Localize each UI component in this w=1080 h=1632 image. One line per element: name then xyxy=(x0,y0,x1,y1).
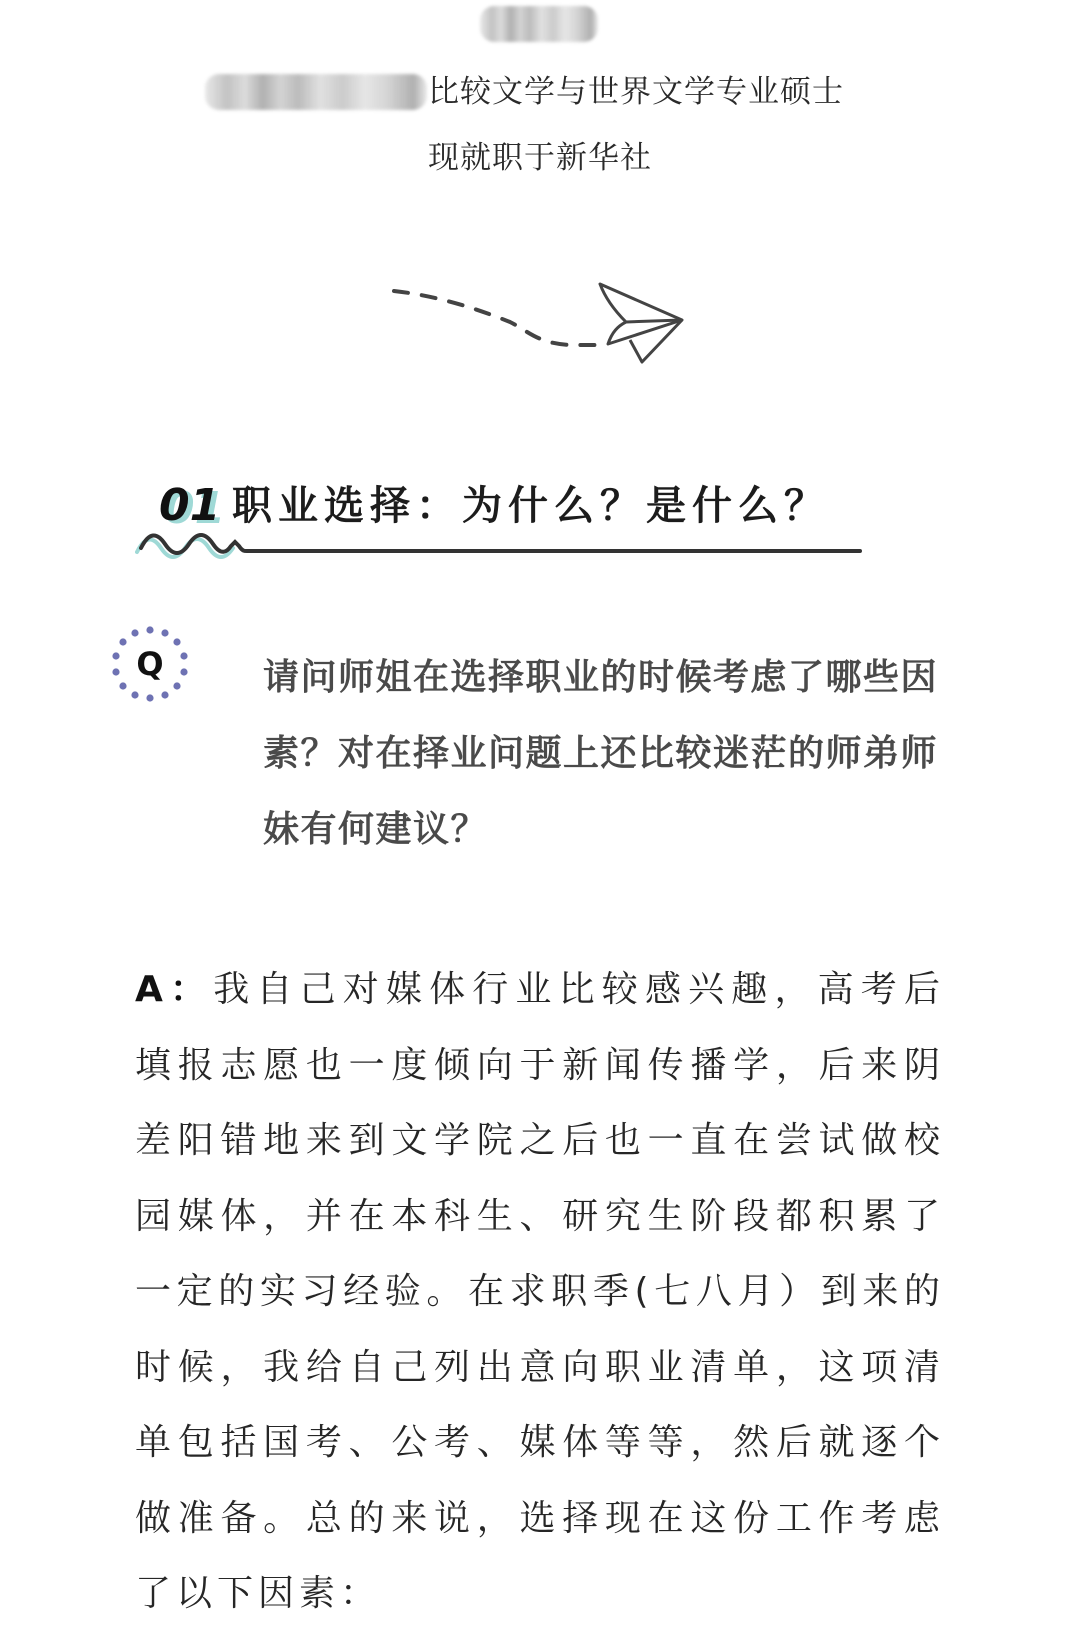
answer-paragraph xyxy=(135,952,945,1632)
question-text: 请问师姐在选择职业的时候考虑了哪些因素？对在择业问题上还比较迷茫的师弟师妹有何建议？ xyxy=(263,657,939,850)
section-title: 职业选择：为什么？是什么？ xyxy=(232,483,830,529)
employment-text: 现就职于新华社 xyxy=(428,140,652,176)
paper-plane-icon xyxy=(380,260,700,380)
section-number: 01 xyxy=(159,480,221,531)
section-heading xyxy=(135,470,865,570)
question-badge xyxy=(108,622,192,706)
wave-underline-icon xyxy=(135,530,865,560)
degree-text: 比较文学与世界文学专业硕士 xyxy=(428,74,844,110)
redacted-name-block xyxy=(480,6,598,42)
answer-text: 我自己对媒体行业比较感兴趣，高考后填报志愿也一度倾向于新闻传播学，后来阴差阳错地来到文学院之后也一直在尝试做校园媒体，并在本科生、研究生阶段都积累了一定的实习经验。在求职季(七八月）到来的时候，我给自己列出意向职业清单，这项清单包括国考、公考、媒体等等，然后就逐个做准备。总的来说，选择现在这份工作考虑了以下因素： xyxy=(135,969,945,1614)
question-letter: Q xyxy=(136,645,164,683)
redacted-school-block xyxy=(205,74,427,110)
answer-label: A： xyxy=(135,969,214,1010)
